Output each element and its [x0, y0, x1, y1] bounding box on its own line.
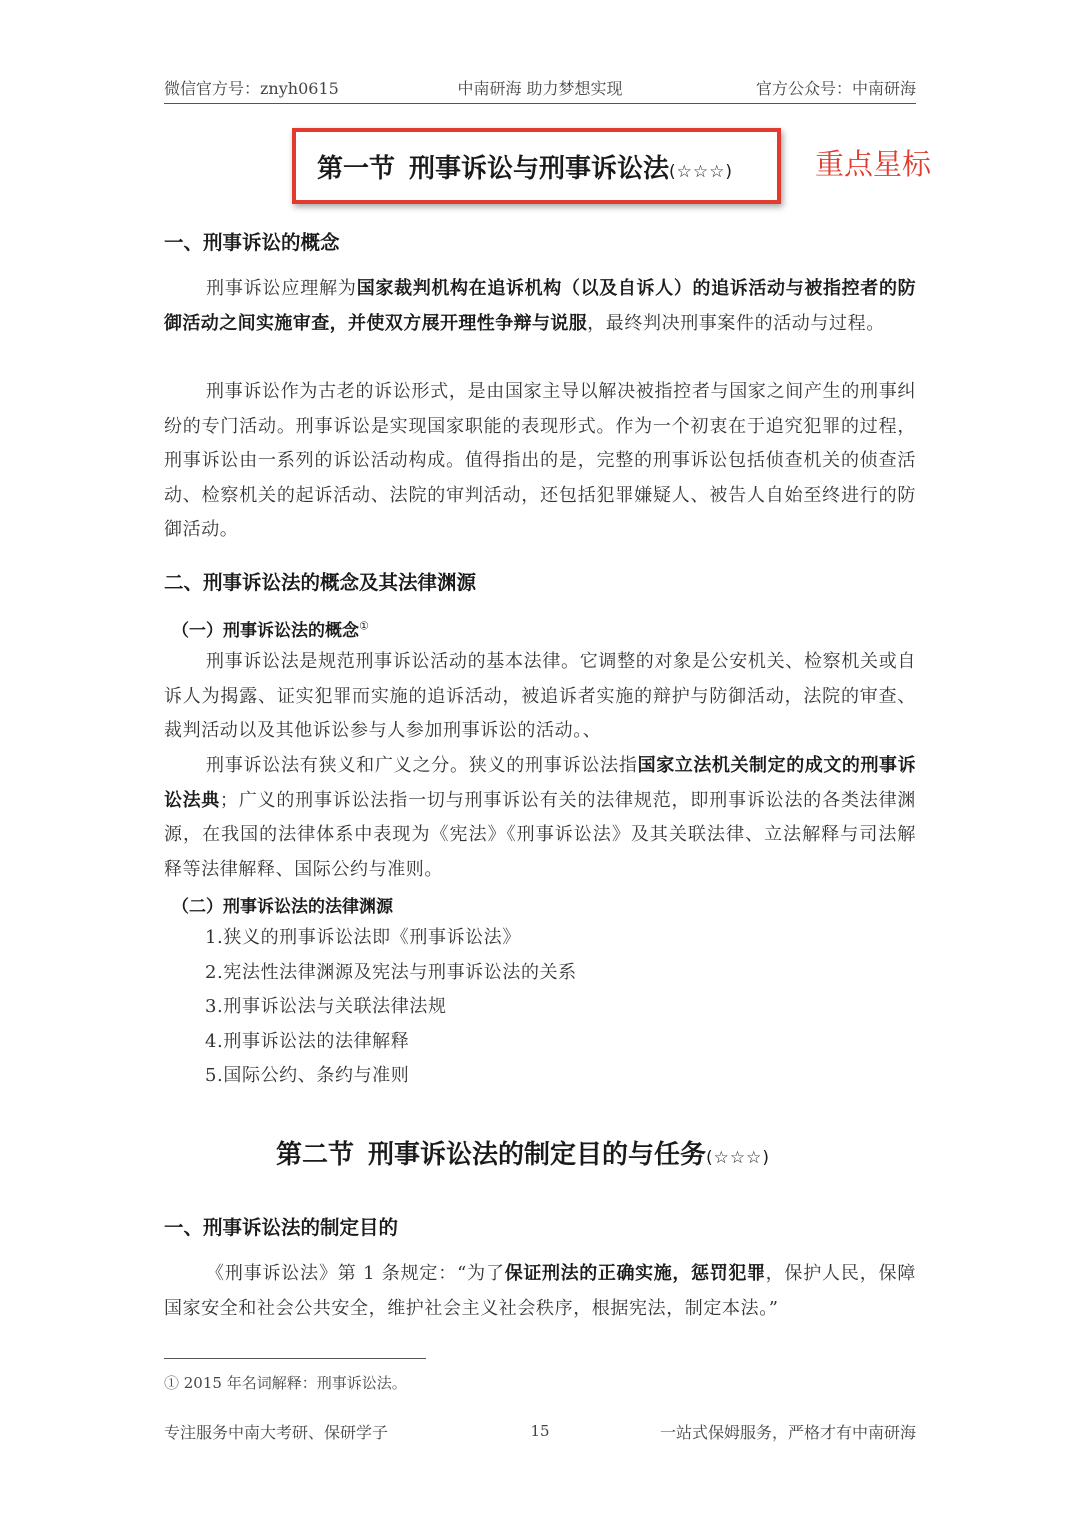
section2-title	[276, 1134, 770, 1171]
section2-label: 第二节	[276, 1140, 355, 1170]
header-divider	[164, 103, 916, 104]
footnote-ref: ①	[359, 619, 369, 633]
part1-paragraph-1	[164, 272, 916, 341]
list-item: 2.宪法性法律渊源及宪法与刑事诉讼法的关系	[205, 961, 577, 983]
section1-stars: (☆☆☆)	[669, 162, 734, 182]
list-item: 3.刑事诉讼法与关联法律法规	[205, 996, 447, 1018]
text-run: ，保护人民，保障国家安全和社会公共安全，维护社会主义社会秩序，根据宪法，制定本法。”	[164, 1263, 916, 1319]
footer-right-text: 一站式保姆服务，严格才有中南研海	[659, 1423, 916, 1442]
page-footer	[164, 1420, 916, 1444]
bold-text-run: 保证刑法的正确实施，惩罚犯罪	[504, 1263, 766, 1284]
section2-stars: (☆☆☆)	[706, 1148, 771, 1168]
page-header	[164, 76, 916, 100]
sub-heading-text: （一）刑事诉讼法的概念	[172, 621, 359, 641]
part2-sub1-heading	[172, 616, 369, 641]
part2-paragraph-2	[164, 749, 916, 887]
part1-paragraph-2: 刑事诉讼作为古老的诉讼形式，是由国家主导以解决被指控者与国家之间产生的刑事纠纷的专门活动。刑事诉讼是实现国家职能的表现形式。作为一个初衷在于追究犯罪的过程，刑事诉讼由一系列的诉讼活动构成。值得指出的是，完整的刑事诉讼包括侦查机关的侦查活动、检察机关的起诉活动、法院的审判活动，还包括犯罪嫌疑人、被告人自始至终进行的防御活动。	[164, 381, 916, 540]
footer-left-text: 专注服务中南大考研、保研学子	[164, 1423, 389, 1442]
text-run: ，最终判决刑事案件的活动与过程。	[587, 312, 885, 334]
text-run: 《刑事诉讼法》第 1 条规定：“为了	[206, 1263, 505, 1284]
part3-heading: 一、刑事诉讼法的制定目的	[164, 1216, 399, 1239]
text-run: ；广义的刑事诉讼法指一切与刑事诉讼有关的法律规范，即刑事诉讼法的各类法律渊源，在我国的法律体系中表现为《宪法》《刑事诉讼法》及其关联法律、立法解释与司法解释等法律解释、国际公约与准则。	[164, 789, 917, 880]
part2-heading: 二、刑事诉讼法的概念及其法律渊源	[164, 571, 477, 594]
section1-title	[317, 148, 733, 185]
key-star-note: 重点星标	[815, 147, 932, 181]
header-official-account: 官方公众号：中南研海	[755, 79, 916, 98]
text-run: 刑事诉讼法有狭义和广义之分。狭义的刑事诉讼法指	[206, 755, 638, 776]
part3-paragraph-1	[164, 1257, 916, 1326]
part1-heading: 一、刑事诉讼的概念	[164, 231, 340, 254]
section1-label: 第一节	[317, 154, 396, 184]
part2-paragraph-1: 刑事诉讼法是规范刑事诉讼活动的基本法律。它调整的对象是公安机关、检察机关或自诉人为揭露、证实犯罪而实施的追诉活动，被追诉者实施的辩护与防御活动，法院的审查、裁判活动以及其他诉讼参与人参加刑事诉讼的活动。、	[164, 651, 916, 741]
section2-title-text: 刑事诉讼法的制定目的与任务	[368, 1140, 707, 1170]
list-item: 4.刑事诉讼法的法律解释	[205, 1030, 410, 1052]
header-wechat-id: 微信官方号：znyh0615	[164, 79, 339, 98]
header-slogan: 中南研海 助力梦想实现	[457, 79, 623, 98]
bold-text-run: 国家立法机关制定的成文的刑事诉讼法典	[164, 755, 916, 811]
list-item: 5.国际公约、条约与准则	[205, 1065, 410, 1087]
footnote-divider	[164, 1358, 426, 1359]
list-item: 1.狭义的刑事诉讼法即《刑事诉讼法》	[205, 927, 521, 948]
text-run: 刑事诉讼应理解为	[206, 278, 357, 299]
page-number: 15	[530, 1422, 550, 1440]
bold-text-run: 国家裁判机构在追诉机构（以及自诉人）的追诉活动与被指控者的防御活动之间实施审查，并使双方展开理性争辩与说服	[164, 278, 916, 334]
footnote: ① 2015 年名词解释：刑事诉讼法。	[164, 1374, 407, 1392]
part2-sub2-heading: （二）刑事诉讼法的法律渊源	[172, 897, 393, 917]
legal-sources-list	[205, 921, 577, 1094]
section1-title-text: 刑事诉讼与刑事诉讼法	[409, 154, 670, 184]
